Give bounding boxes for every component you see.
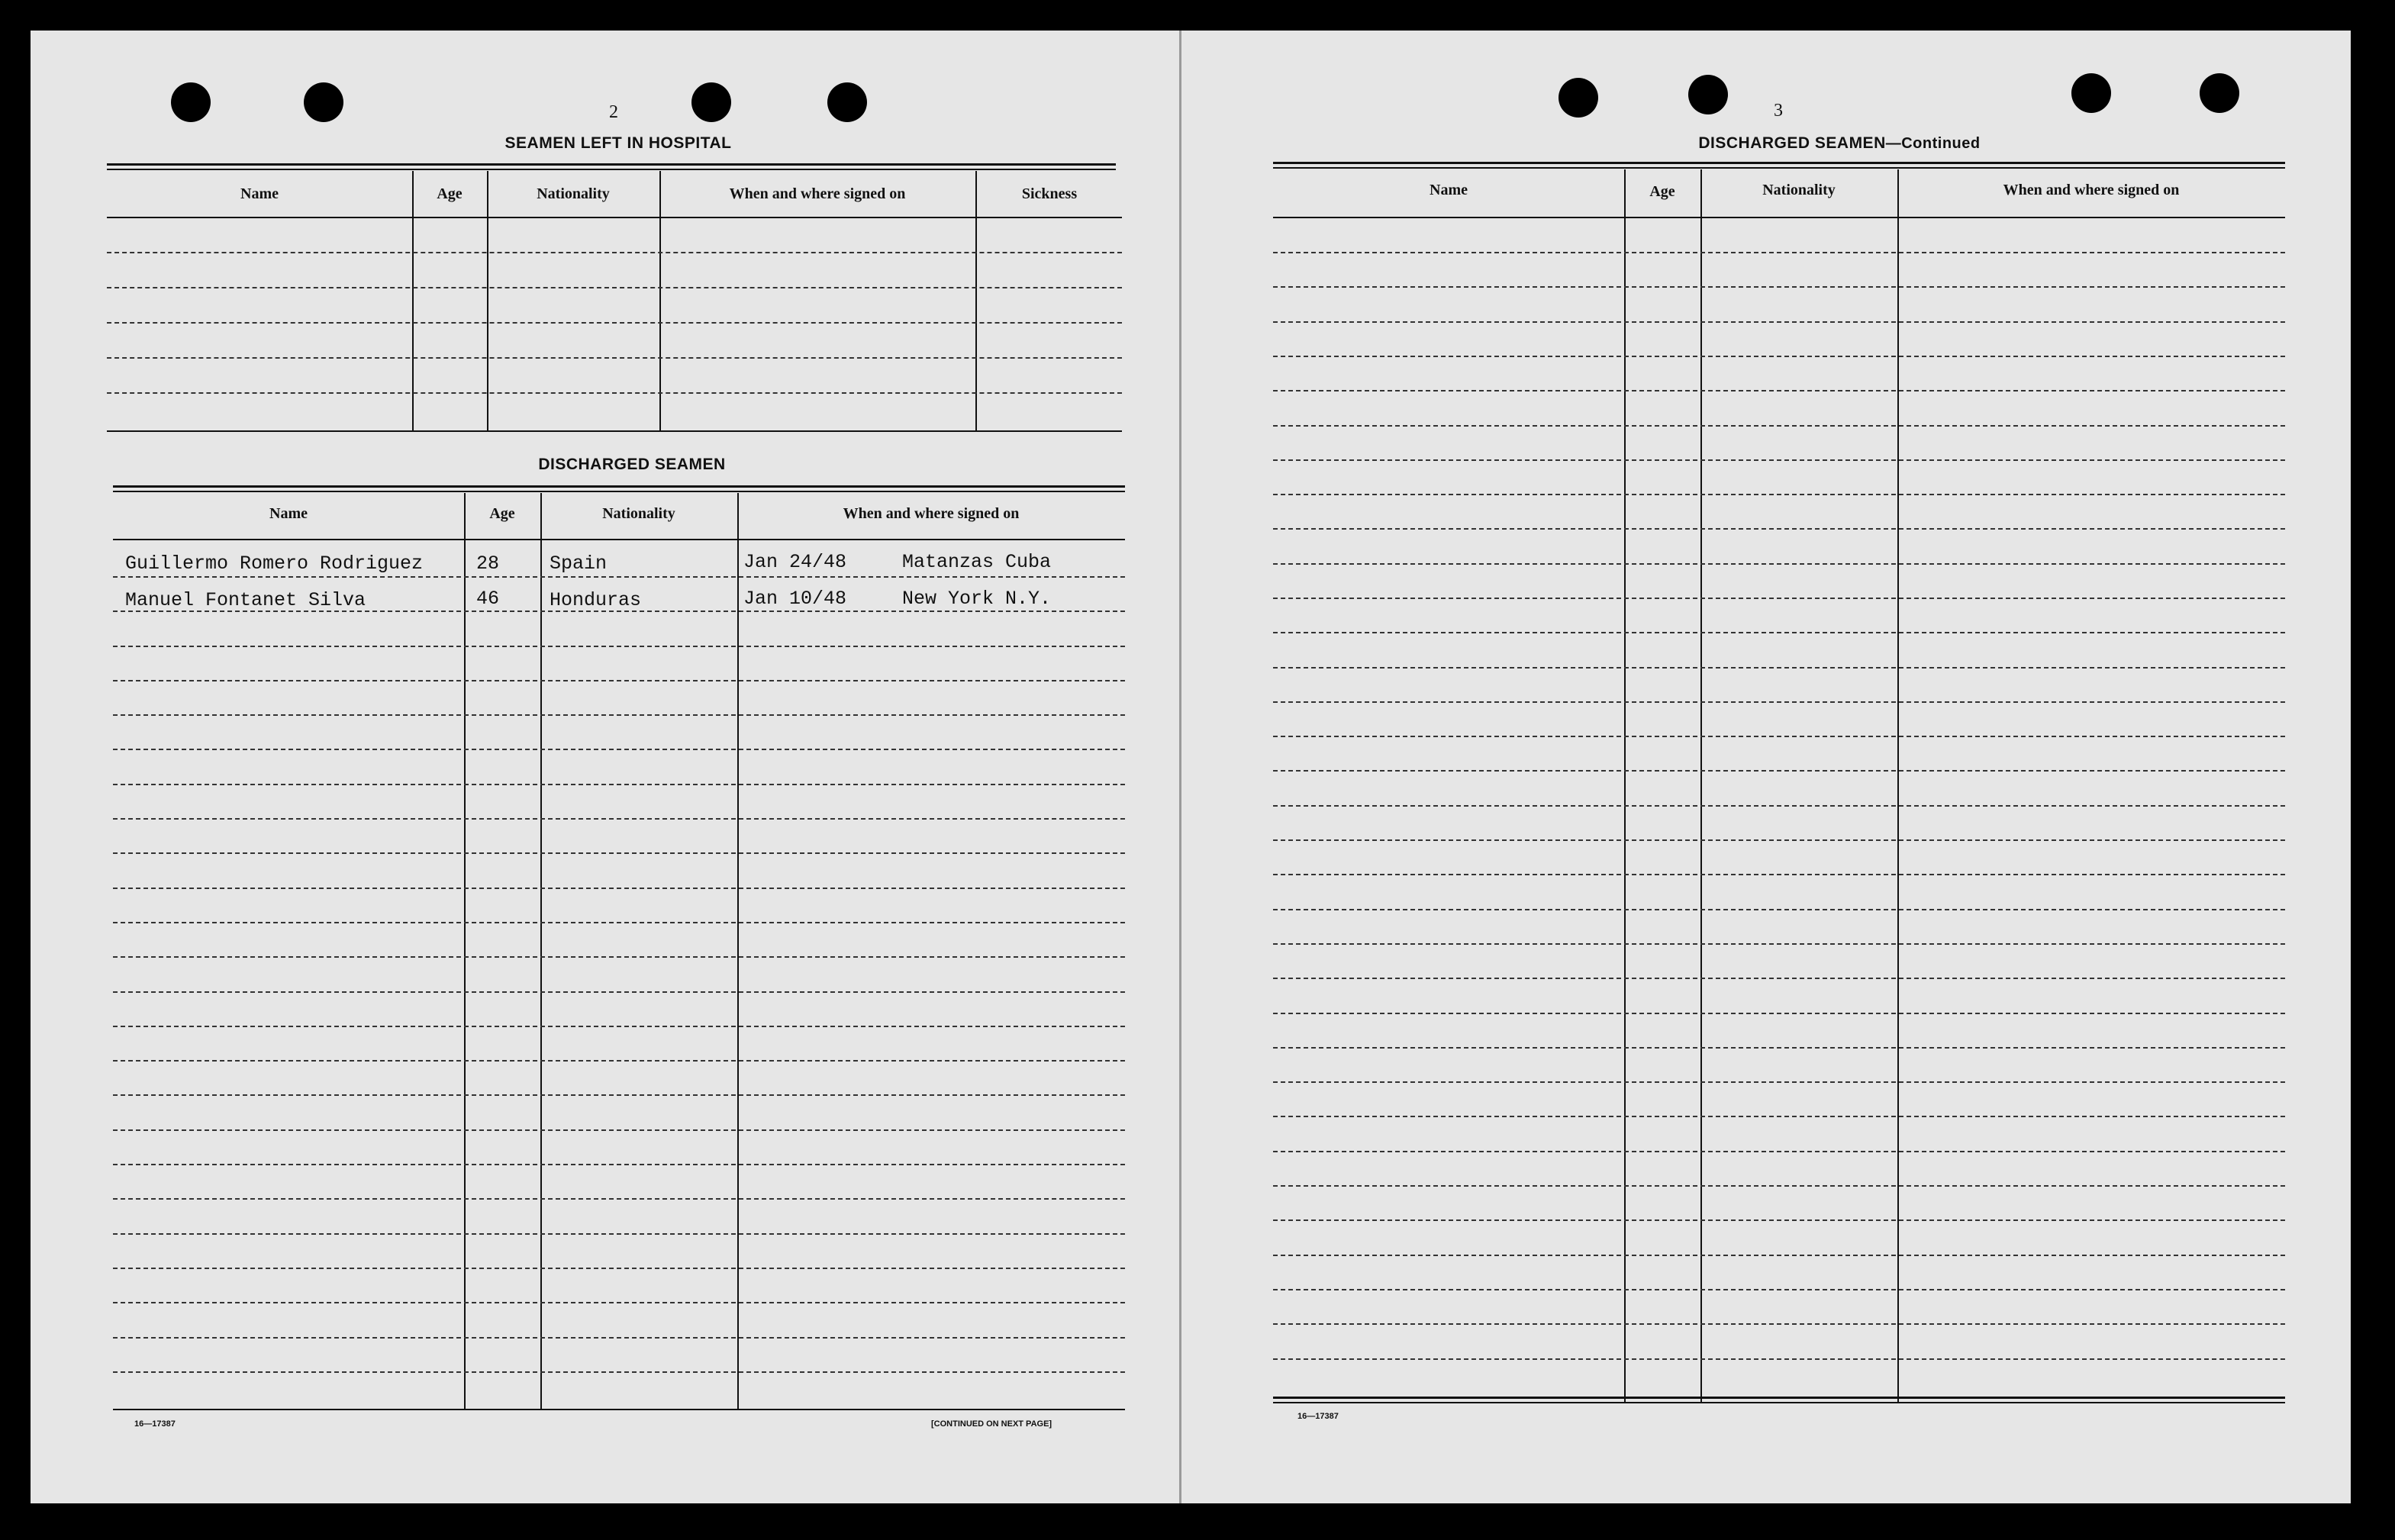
signed-on-date: Jan 10/48 xyxy=(743,588,847,610)
form-number-left: 16—17387 xyxy=(134,1419,176,1429)
hospital-top-rule-2 xyxy=(107,169,1116,170)
right-row-line xyxy=(1273,770,2285,772)
right-row-line xyxy=(1273,356,2285,357)
discharged-section-title: DISCHARGED SEAMEN xyxy=(538,456,726,473)
discharged-col-name: Name xyxy=(269,505,308,522)
right-row-line xyxy=(1273,1289,2285,1290)
right-top-rule xyxy=(1273,162,2285,164)
right-row-line xyxy=(1273,1081,2285,1083)
discharged-top-rule xyxy=(113,485,1125,488)
discharged-row-line xyxy=(113,1337,1125,1339)
right-row-line xyxy=(1273,390,2285,391)
right-row-line xyxy=(1273,839,2285,841)
right-row-line xyxy=(1273,1151,2285,1152)
discharged-continued-title xyxy=(1572,134,2107,153)
right-row-line xyxy=(1273,1323,2285,1325)
discharged-row-line xyxy=(113,714,1125,716)
right-col-divider xyxy=(1897,169,1899,1403)
right-row-line xyxy=(1273,1219,2285,1221)
hospital-header-rule xyxy=(107,217,1122,218)
right-row-line xyxy=(1273,1185,2285,1187)
right-row-line xyxy=(1273,425,2285,427)
hospital-row-line xyxy=(107,357,1122,359)
discharged-col-divider xyxy=(464,493,466,1410)
binder-hole xyxy=(2071,73,2111,113)
seaman-age: 28 xyxy=(476,553,500,575)
discharged-row-line xyxy=(113,749,1125,750)
hospital-top-rule xyxy=(107,163,1116,166)
hospital-col-age: Age xyxy=(437,185,463,202)
discharged-row-line xyxy=(113,1302,1125,1303)
hospital-section-title: SEAMEN LEFT IN HOSPITAL xyxy=(504,134,732,152)
binder-hole xyxy=(304,82,343,122)
binder-hole xyxy=(2200,73,2239,113)
right-col-divider xyxy=(1624,169,1626,1403)
page-fold xyxy=(1179,31,1181,1503)
right-col-when-where: When and where signed on xyxy=(2003,182,2180,198)
seaman-name: Manuel Fontanet Silva xyxy=(125,589,366,611)
discharged-row-line xyxy=(113,1233,1125,1235)
binder-hole xyxy=(827,82,867,122)
right-row-line xyxy=(1273,252,2285,253)
discharged-row-line xyxy=(113,852,1125,854)
right-bottom-rule-2 xyxy=(1273,1402,2285,1403)
discharged-row-line xyxy=(113,956,1125,958)
seaman-nationality: Honduras xyxy=(550,589,642,611)
seaman-age: 46 xyxy=(476,588,500,610)
signed-on-place: New York N.Y. xyxy=(902,588,1052,610)
right-top-rule-2 xyxy=(1273,167,2285,169)
discharged-top-rule-2 xyxy=(113,491,1125,492)
right-col-name: Name xyxy=(1430,182,1468,198)
continued-note: [CONTINUED ON NEXT PAGE] xyxy=(931,1419,1052,1429)
right-row-line xyxy=(1273,632,2285,633)
form-number-right: 16—17387 xyxy=(1297,1412,1339,1421)
hospital-bottom-rule xyxy=(107,430,1122,432)
discharged-row-line xyxy=(113,1268,1125,1269)
right-bottom-rule xyxy=(1273,1397,2285,1399)
right-row-line xyxy=(1273,321,2285,323)
right-row-line xyxy=(1273,598,2285,599)
discharged-header-rule xyxy=(113,539,1125,540)
signed-on-place: Matanzas Cuba xyxy=(902,551,1052,573)
right-row-line xyxy=(1273,494,2285,495)
right-col-divider xyxy=(1700,169,1702,1403)
hospital-col-when-where: When and where signed on xyxy=(729,185,906,202)
discharged-row-line xyxy=(113,1371,1125,1373)
right-row-line xyxy=(1273,943,2285,945)
discharged-col-nationality: Nationality xyxy=(602,505,675,522)
hospital-col-sickness: Sickness xyxy=(1021,185,1078,202)
right-row-line xyxy=(1273,1358,2285,1360)
hospital-row-line xyxy=(107,322,1122,324)
discharged-row-line xyxy=(113,1094,1125,1096)
discharged-col-when-where: When and where signed on xyxy=(843,505,1020,522)
hospital-row-line xyxy=(107,287,1122,288)
right-row-line xyxy=(1273,978,2285,979)
discharged-row-line xyxy=(113,611,1125,612)
right-row-line xyxy=(1273,909,2285,910)
hospital-col-name: Name xyxy=(240,185,279,202)
discharged-row-line xyxy=(113,1060,1125,1062)
right-row-line xyxy=(1273,874,2285,875)
discharged-row-line xyxy=(113,1164,1125,1165)
signed-on-date: Jan 24/48 xyxy=(743,551,847,573)
discharged-row-line xyxy=(113,784,1125,785)
right-row-line xyxy=(1273,286,2285,288)
right-row-line xyxy=(1273,528,2285,530)
hospital-col-nationality: Nationality xyxy=(537,185,610,202)
right-row-line xyxy=(1273,701,2285,703)
right-header-rule xyxy=(1273,217,2285,218)
right-col-age: Age xyxy=(1649,183,1675,200)
discharged-row-line xyxy=(113,991,1125,993)
discharged-col-divider xyxy=(540,493,542,1410)
right-row-line xyxy=(1273,1013,2285,1014)
page-number-right: 3 xyxy=(1774,101,1783,121)
right-row-line xyxy=(1273,1116,2285,1117)
discharged-row-line xyxy=(113,1129,1125,1131)
continued-suffix: —Continued xyxy=(1885,135,1981,152)
seaman-nationality: Spain xyxy=(550,553,608,575)
page-number-left: 2 xyxy=(609,102,618,122)
discharged-row-line xyxy=(113,888,1125,889)
binder-hole xyxy=(171,82,211,122)
discharged-col-age: Age xyxy=(489,505,515,522)
discharged-col-divider xyxy=(737,493,739,1410)
discharged-row-line xyxy=(113,818,1125,820)
binder-hole xyxy=(1559,78,1598,118)
binder-hole xyxy=(691,82,731,122)
right-row-line xyxy=(1273,459,2285,461)
right-row-line xyxy=(1273,667,2285,669)
discharged-row-line xyxy=(113,1026,1125,1027)
right-col-nationality: Nationality xyxy=(1762,182,1836,198)
discharged-row-line xyxy=(113,576,1125,578)
right-row-line xyxy=(1273,805,2285,807)
right-row-line xyxy=(1273,1047,2285,1049)
discharged-row-line xyxy=(113,1198,1125,1200)
discharged-bottom-rule xyxy=(113,1409,1125,1410)
right-row-line xyxy=(1273,736,2285,737)
hospital-row-line xyxy=(107,392,1122,394)
seaman-name: Guillermo Romero Rodriguez xyxy=(125,553,424,575)
discharged-row-line xyxy=(113,646,1125,647)
hospital-row-line xyxy=(107,252,1122,253)
discharged-row-line xyxy=(113,680,1125,681)
binder-hole xyxy=(1688,75,1728,114)
discharged-continued-title-text: DISCHARGED SEAMEN xyxy=(1698,134,1886,152)
discharged-row-line xyxy=(113,922,1125,923)
right-row-line xyxy=(1273,1255,2285,1256)
right-row-line xyxy=(1273,563,2285,565)
